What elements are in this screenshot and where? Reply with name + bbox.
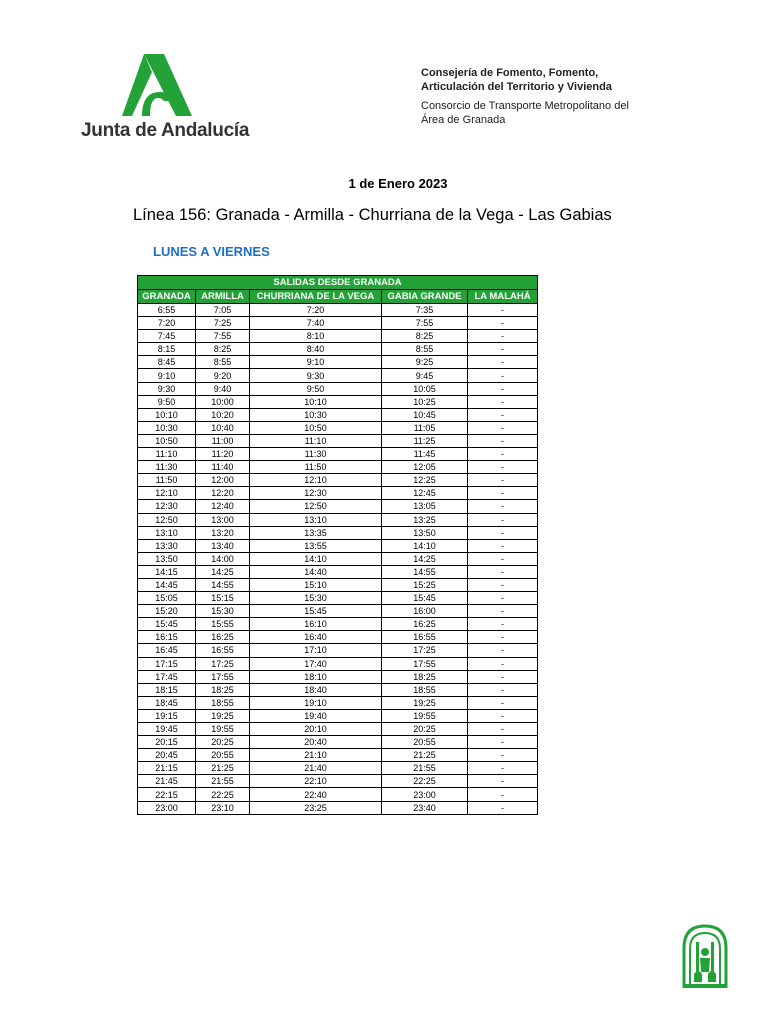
table-cell: - xyxy=(468,696,538,709)
table-cell: 20:15 xyxy=(138,736,196,749)
table-row xyxy=(138,356,538,369)
table-cell: - xyxy=(468,605,538,618)
table-cell: 15:45 xyxy=(382,592,468,605)
table-cell: 11:40 xyxy=(196,461,250,474)
table-cell: 11:10 xyxy=(138,448,196,461)
table-row xyxy=(138,605,538,618)
table-cell: 11:30 xyxy=(138,461,196,474)
table-cell: 17:45 xyxy=(138,670,196,683)
table-row xyxy=(138,644,538,657)
table-cell: 18:15 xyxy=(138,683,196,696)
table-row xyxy=(138,434,538,447)
table-cell: 15:45 xyxy=(250,605,382,618)
table-row xyxy=(138,513,538,526)
table-cell: 19:15 xyxy=(138,709,196,722)
table-cell: - xyxy=(468,539,538,552)
table-cell: 14:25 xyxy=(196,565,250,578)
table-row xyxy=(138,788,538,801)
table-cell: 20:25 xyxy=(382,723,468,736)
table-cell: - xyxy=(468,356,538,369)
table-cell: - xyxy=(468,330,538,343)
table-row xyxy=(138,461,538,474)
table-cell: 21:55 xyxy=(382,762,468,775)
table-cell: 17:55 xyxy=(196,670,250,683)
logo-text: Junta de Andalucía xyxy=(81,120,250,141)
table-cell: 12:10 xyxy=(138,487,196,500)
table-cell: 10:50 xyxy=(250,421,382,434)
table-cell: 21:25 xyxy=(196,762,250,775)
table-cell: 17:25 xyxy=(382,644,468,657)
table-row xyxy=(138,657,538,670)
table-row xyxy=(138,395,538,408)
table-cell: 23:25 xyxy=(250,801,382,814)
table-cell: 9:50 xyxy=(250,382,382,395)
org-line-3: Consorcio de Transporte Metropolitano del xyxy=(421,100,629,112)
table-cell: 16:10 xyxy=(250,618,382,631)
table-cell: 11:30 xyxy=(250,448,382,461)
table-cell: - xyxy=(468,434,538,447)
table-cell: 23:40 xyxy=(382,801,468,814)
table-row xyxy=(138,539,538,552)
column-header: CHURRIANA DE LA VEGA xyxy=(250,290,382,304)
table-cell: 11:05 xyxy=(382,421,468,434)
table-row xyxy=(138,317,538,330)
table-cell: 12:20 xyxy=(196,487,250,500)
table-cell: 9:25 xyxy=(382,356,468,369)
table-cell: - xyxy=(468,317,538,330)
table-cell: 7:25 xyxy=(196,317,250,330)
table-cell: 16:25 xyxy=(382,618,468,631)
table-cell: 7:20 xyxy=(138,317,196,330)
table-cell: - xyxy=(468,631,538,644)
table-cell: 9:50 xyxy=(138,395,196,408)
table-cell: 12:05 xyxy=(382,461,468,474)
table-cell: - xyxy=(468,304,538,317)
table-cell: - xyxy=(468,369,538,382)
table-cell: - xyxy=(468,421,538,434)
table-cell: 17:15 xyxy=(138,657,196,670)
table-cell: 7:05 xyxy=(196,304,250,317)
table-cell: 13:10 xyxy=(138,526,196,539)
table-cell: 15:55 xyxy=(196,618,250,631)
table-cell: 13:25 xyxy=(382,513,468,526)
table-cell: - xyxy=(468,657,538,670)
document-date: 1 de Enero 2023 xyxy=(348,176,448,191)
table-cell: 20:40 xyxy=(250,736,382,749)
table-row xyxy=(138,696,538,709)
table-cell: 20:25 xyxy=(196,736,250,749)
table-row xyxy=(138,709,538,722)
table-row xyxy=(138,369,538,382)
table-cell: 8:25 xyxy=(382,330,468,343)
table-cell: 21:10 xyxy=(250,749,382,762)
table-row xyxy=(138,500,538,513)
table-cell: 12:25 xyxy=(382,474,468,487)
organization-block xyxy=(421,66,629,127)
table-cell: 12:00 xyxy=(196,474,250,487)
table-cell: 11:00 xyxy=(196,434,250,447)
table-cell: 9:10 xyxy=(138,369,196,382)
table-cell: 11:50 xyxy=(250,461,382,474)
table-cell: 15:30 xyxy=(196,605,250,618)
table-cell: 9:20 xyxy=(196,369,250,382)
table-cell: 19:10 xyxy=(250,696,382,709)
table-row xyxy=(138,762,538,775)
table-row xyxy=(138,330,538,343)
table-cell: 23:10 xyxy=(196,801,250,814)
table-cell: 13:50 xyxy=(382,526,468,539)
table-row xyxy=(138,474,538,487)
table-cell: 20:45 xyxy=(138,749,196,762)
table-cell: 21:25 xyxy=(382,749,468,762)
table-cell: - xyxy=(468,788,538,801)
table-cell: 10:20 xyxy=(196,408,250,421)
table-row xyxy=(138,736,538,749)
table-cell: 14:00 xyxy=(196,552,250,565)
table-cell: 19:25 xyxy=(382,696,468,709)
table-cell: 9:40 xyxy=(196,382,250,395)
table-cell: 19:55 xyxy=(196,723,250,736)
table-cell: 12:40 xyxy=(196,500,250,513)
table-cell: 13:35 xyxy=(250,526,382,539)
table-cell: 11:10 xyxy=(250,434,382,447)
table-cell: 13:40 xyxy=(196,539,250,552)
table-cell: 16:25 xyxy=(196,631,250,644)
table-cell: 18:25 xyxy=(196,683,250,696)
table-cell: 10:10 xyxy=(138,408,196,421)
table-row xyxy=(138,343,538,356)
table-cell: 15:25 xyxy=(382,578,468,591)
table-cell: 11:45 xyxy=(382,448,468,461)
table-cell: 8:45 xyxy=(138,356,196,369)
table-header-row xyxy=(138,290,538,304)
table-cell: 13:30 xyxy=(138,539,196,552)
table-cell: 16:15 xyxy=(138,631,196,644)
table-cell: 15:45 xyxy=(138,618,196,631)
table-cell: - xyxy=(468,513,538,526)
table-row xyxy=(138,408,538,421)
table-row xyxy=(138,487,538,500)
table-cell: 12:30 xyxy=(250,487,382,500)
table-row xyxy=(138,670,538,683)
table-cell: 10:40 xyxy=(196,421,250,434)
table-cell: - xyxy=(468,683,538,696)
table-cell: 12:10 xyxy=(250,474,382,487)
table-row xyxy=(138,592,538,605)
table-row xyxy=(138,421,538,434)
table-row xyxy=(138,552,538,565)
table-cell: 18:55 xyxy=(382,683,468,696)
org-line-1: Consejería de Fomento, Fomento, xyxy=(421,67,599,79)
table-row xyxy=(138,382,538,395)
column-header: GRANADA xyxy=(138,290,196,304)
table-cell: 14:40 xyxy=(250,565,382,578)
table-cell: 18:25 xyxy=(382,670,468,683)
table-cell: - xyxy=(468,709,538,722)
table-cell: - xyxy=(468,526,538,539)
table-cell: 17:10 xyxy=(250,644,382,657)
table-cell: 21:55 xyxy=(196,775,250,788)
table-cell: 15:30 xyxy=(250,592,382,605)
junta-andalucia-logo xyxy=(78,50,248,150)
table-row xyxy=(138,683,538,696)
table-cell: 22:25 xyxy=(196,788,250,801)
table-cell: 6:55 xyxy=(138,304,196,317)
andalucia-emblem-icon xyxy=(680,922,730,990)
table-cell: 22:15 xyxy=(138,788,196,801)
table-cell: - xyxy=(468,487,538,500)
table-row xyxy=(138,578,538,591)
table-cell: 14:10 xyxy=(250,552,382,565)
table-cell: 7:20 xyxy=(250,304,382,317)
table-cell: 15:20 xyxy=(138,605,196,618)
table-cell: 7:55 xyxy=(196,330,250,343)
table-cell: 13:55 xyxy=(250,539,382,552)
table-cell: 12:30 xyxy=(138,500,196,513)
table-cell: 14:15 xyxy=(138,565,196,578)
table-cell: - xyxy=(468,644,538,657)
table-cell: 8:10 xyxy=(250,330,382,343)
junta-andalucia-logo-icon xyxy=(122,54,194,116)
table-cell: - xyxy=(468,723,538,736)
table-cell: 13:20 xyxy=(196,526,250,539)
table-cell: 17:55 xyxy=(382,657,468,670)
table-cell: - xyxy=(468,395,538,408)
table-cell: 13:10 xyxy=(250,513,382,526)
table-cell: 18:45 xyxy=(138,696,196,709)
table-cell: 18:40 xyxy=(250,683,382,696)
table-cell: 9:45 xyxy=(382,369,468,382)
org-line-4: Área de Granada xyxy=(421,114,506,126)
table-cell: 7:45 xyxy=(138,330,196,343)
table-cell: 16:55 xyxy=(382,631,468,644)
table-row xyxy=(138,526,538,539)
table-cell: 11:25 xyxy=(382,434,468,447)
days-label: LUNES A VIERNES xyxy=(153,244,270,259)
table-cell: 12:50 xyxy=(138,513,196,526)
table-cell: 16:45 xyxy=(138,644,196,657)
table-cell: - xyxy=(468,474,538,487)
table-body xyxy=(138,304,538,815)
table-cell: 18:10 xyxy=(250,670,382,683)
table-cell: 19:55 xyxy=(382,709,468,722)
table-cell: 14:55 xyxy=(196,578,250,591)
table-cell: 7:55 xyxy=(382,317,468,330)
table-cell: 17:25 xyxy=(196,657,250,670)
table-cell: 22:10 xyxy=(250,775,382,788)
table-cell: 9:30 xyxy=(250,369,382,382)
table-cell: 7:35 xyxy=(382,304,468,317)
table-cell: - xyxy=(468,408,538,421)
table-row xyxy=(138,631,538,644)
table-cell: 15:15 xyxy=(196,592,250,605)
table-cell: - xyxy=(468,736,538,749)
table-cell: 8:15 xyxy=(138,343,196,356)
table-row xyxy=(138,775,538,788)
table-cell: 19:25 xyxy=(196,709,250,722)
table-cell: 17:40 xyxy=(250,657,382,670)
table-cell: 13:05 xyxy=(382,500,468,513)
table-cell: 14:10 xyxy=(382,539,468,552)
table-cell: 10:00 xyxy=(196,395,250,408)
table-cell: 10:45 xyxy=(382,408,468,421)
table-cell: 10:30 xyxy=(138,421,196,434)
table-cell: 20:10 xyxy=(250,723,382,736)
table-cell: 8:55 xyxy=(196,356,250,369)
table-cell: 12:45 xyxy=(382,487,468,500)
table-cell: - xyxy=(468,618,538,631)
table-cell: - xyxy=(468,500,538,513)
table-cell: 14:55 xyxy=(382,565,468,578)
table-cell: - xyxy=(468,382,538,395)
table-cell: 22:40 xyxy=(250,788,382,801)
table-row xyxy=(138,618,538,631)
table-cell: 14:45 xyxy=(138,578,196,591)
table-cell: 20:55 xyxy=(196,749,250,762)
table-row xyxy=(138,565,538,578)
table-cell: 21:15 xyxy=(138,762,196,775)
table-cell: 7:40 xyxy=(250,317,382,330)
line-title: Línea 156: Granada - Armilla - Churriana de la Vega - Las Gabias xyxy=(133,206,612,224)
table-cell: 11:20 xyxy=(196,448,250,461)
table-cell: 23:00 xyxy=(382,788,468,801)
table-cell: 13:00 xyxy=(196,513,250,526)
table-cell: 16:40 xyxy=(250,631,382,644)
column-header: ARMILLA xyxy=(196,290,250,304)
table-cell: - xyxy=(468,565,538,578)
table-cell: - xyxy=(468,578,538,591)
table-cell: 16:55 xyxy=(196,644,250,657)
table-cell: 10:30 xyxy=(250,408,382,421)
table-cell: 18:55 xyxy=(196,696,250,709)
table-row xyxy=(138,801,538,814)
column-header: GABIA GRANDE xyxy=(382,290,468,304)
table-cell: 19:45 xyxy=(138,723,196,736)
table-cell: 19:40 xyxy=(250,709,382,722)
timetable xyxy=(137,275,538,815)
table-caption: SALIDAS DESDE GRANADA xyxy=(138,276,538,290)
org-line-2: Articulación del Territorio y Vivienda xyxy=(421,81,612,93)
table-cell: 20:55 xyxy=(382,736,468,749)
table-cell: 10:25 xyxy=(382,395,468,408)
table-cell: 21:40 xyxy=(250,762,382,775)
table-row xyxy=(138,723,538,736)
table-row xyxy=(138,448,538,461)
table-cell: 13:50 xyxy=(138,552,196,565)
table-cell: 8:55 xyxy=(382,343,468,356)
table-cell: 16:00 xyxy=(382,605,468,618)
table-cell: 22:25 xyxy=(382,775,468,788)
table-cell: - xyxy=(468,670,538,683)
table-cell: 15:10 xyxy=(250,578,382,591)
table-cell: 15:05 xyxy=(138,592,196,605)
table-cell: 23:00 xyxy=(138,801,196,814)
table-cell: - xyxy=(468,801,538,814)
table-row xyxy=(138,749,538,762)
table-cell: 8:40 xyxy=(250,343,382,356)
table-row xyxy=(138,304,538,317)
table-cell: - xyxy=(468,552,538,565)
table-cell: - xyxy=(468,461,538,474)
table-cell: 10:50 xyxy=(138,434,196,447)
table-cell: 11:50 xyxy=(138,474,196,487)
table-cell: 10:05 xyxy=(382,382,468,395)
table-cell: 12:50 xyxy=(250,500,382,513)
table-cell: 10:10 xyxy=(250,395,382,408)
table-cell: - xyxy=(468,343,538,356)
table-cell: 9:10 xyxy=(250,356,382,369)
table-cell: - xyxy=(468,592,538,605)
table-cell: - xyxy=(468,448,538,461)
table-cell: - xyxy=(468,762,538,775)
table-cell: 21:45 xyxy=(138,775,196,788)
table-cell: - xyxy=(468,775,538,788)
table-cell: 14:25 xyxy=(382,552,468,565)
table-cell: 9:30 xyxy=(138,382,196,395)
table-cell: 8:25 xyxy=(196,343,250,356)
column-header: LA MALAHÁ xyxy=(468,290,538,304)
table-cell: - xyxy=(468,749,538,762)
